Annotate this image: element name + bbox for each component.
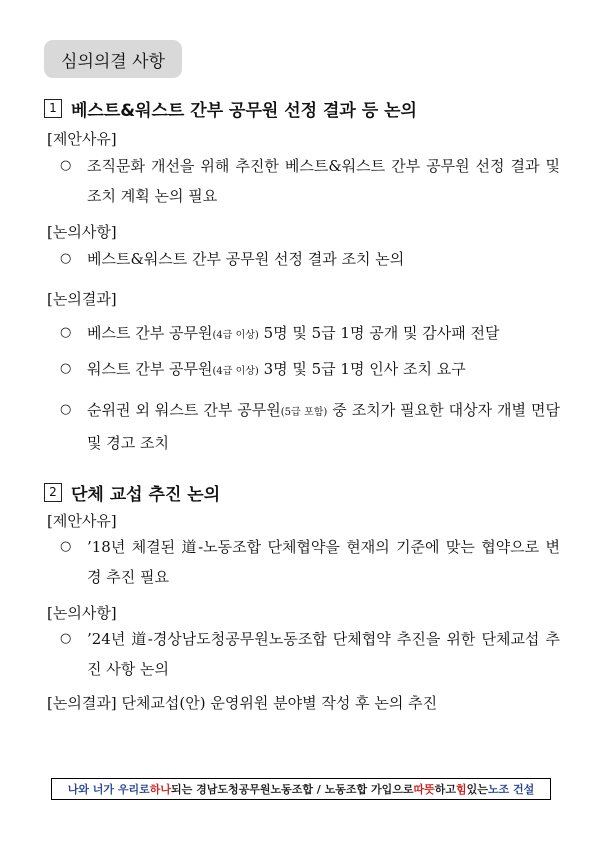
matter-label: [논의사항] <box>47 604 117 622</box>
bullet-circle-icon: ○ <box>60 325 72 340</box>
item-text: 워스트 간부 공무원(4급 이상) 3명 및 5급 1명 인사 조치 요구 <box>87 360 466 378</box>
section-number-box: 1 <box>44 99 62 118</box>
footer-slogan: 나와 너가 우리로 하나 되는 경남도청공무원노동조합 / 노동조합 가입으로 따뜻 하고 힘 있는 노조 건설 <box>51 778 551 800</box>
bullet-circle-icon: ○ <box>60 539 72 554</box>
list-item <box>60 244 560 274</box>
page-title: 심의의결 사항 <box>44 40 182 78</box>
reason-label: [제안사유] <box>47 512 117 530</box>
item-text: ’18년 체결된 道-노동조합 단체협약을 현재의 기준에 맞는 협약으로 변경 추진 필요 <box>87 538 560 586</box>
item-text: 순위권 외 워스트 간부 공무원(5급 포함) 중 조치가 필요한 대상자 개별 면담 및 경고 조치 <box>87 401 560 452</box>
bullet-circle-icon: ○ <box>60 158 72 173</box>
list-item <box>60 624 560 684</box>
list-item <box>60 151 560 211</box>
result-label: [논의결과] <box>47 290 117 308</box>
section-2-heading <box>44 480 220 505</box>
bullet-circle-icon: ○ <box>60 361 72 376</box>
list-item <box>60 532 560 592</box>
reason-label: [제안사유] <box>47 130 117 148</box>
section-title: 베스트&워스트 간부 공무원 선정 결과 등 논의 <box>71 101 417 121</box>
result-line <box>47 692 437 713</box>
list-item <box>60 395 560 458</box>
section-1-heading <box>44 96 417 121</box>
section-number-box: 2 <box>44 483 62 502</box>
matter-label: [논의사항] <box>47 223 117 241</box>
list-item <box>60 318 560 351</box>
result-text: 단체교섭(안) 운영위원 분야별 작성 후 논의 추진 <box>116 694 438 712</box>
bullet-circle-icon: ○ <box>60 251 72 266</box>
section-title: 단체 교섭 추진 논의 <box>71 485 221 505</box>
bullet-circle-icon: ○ <box>60 631 72 646</box>
item-text: ’24년 道-경상남도청공무원노동조합 단체협약 추진을 위한 단체교섭 추진 사항 논의 <box>87 630 560 678</box>
item-text: 베스트&워스트 간부 공무원 선정 결과 조치 논의 <box>87 250 405 268</box>
bullet-circle-icon: ○ <box>60 402 72 417</box>
list-item <box>60 354 560 387</box>
item-text: 조직문화 개선을 위해 추진한 베스트&워스트 간부 공무원 선정 결과 및 조치 계획 논의 필요 <box>87 157 560 205</box>
result-label: [논의결과] <box>47 694 117 712</box>
item-text: 베스트 간부 공무원(4급 이상) 5명 및 5급 1명 공개 및 감사패 전달 <box>87 324 500 342</box>
